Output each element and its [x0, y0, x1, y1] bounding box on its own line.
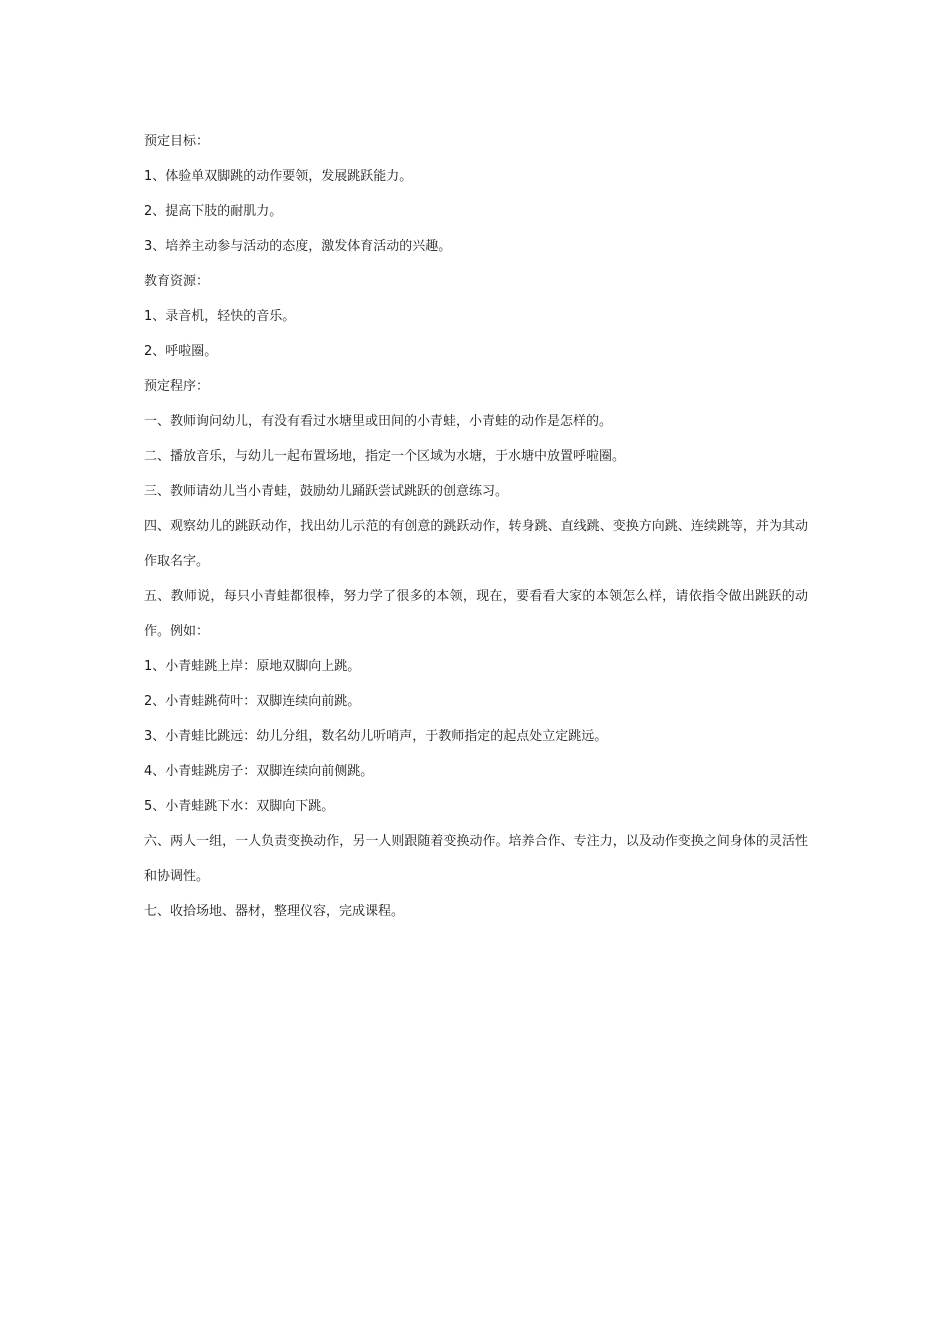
- procedure-step-6: 六、两人一组，一人负责变换动作，另一人则跟随着变换动作。培养合作、专注力，以及动作变换之间身体的灵活性和协调性。: [144, 834, 808, 884]
- example-item-2: 2、小青蛙跳荷叶：双脚连续向前跳。: [144, 694, 361, 709]
- procedure-step-5: 五、教师说，每只小青蛙都很棒，努力学了很多的本领，现在，要看看大家的本领怎么样，请依指令做出跳跃的动作。例如：: [144, 589, 808, 639]
- example-item-3: 3、小青蛙比跳远：幼儿分组，数名幼儿听哨声，于教师指定的起点处立定跳远。: [144, 729, 608, 744]
- section-heading-resources: 教育资源：: [144, 274, 210, 289]
- procedure-step-3: 三、教师请幼儿当小青蛙，鼓励幼儿踊跃尝试跳跃的创意练习。: [144, 484, 509, 499]
- resource-item-2: 2、呼啦圈。: [144, 344, 218, 359]
- section-heading-goals: 预定目标：: [144, 134, 210, 149]
- goal-item-2: 2、提高下肢的耐肌力。: [144, 204, 283, 219]
- section-heading-procedure: 预定程序：: [144, 379, 210, 394]
- procedure-step-1: 一、教师询问幼儿，有没有看过水塘里或田间的小青蛙，小青蛙的动作是怎样的。: [144, 414, 613, 429]
- goal-item-3: 3、培养主动参与活动的态度，激发体育活动的兴趣。: [144, 239, 452, 254]
- example-item-5: 5、小青蛙跳下水：双脚向下跳。: [144, 799, 335, 814]
- procedure-step-2: 二、播放音乐，与幼儿一起布置场地，指定一个区域为水塘，于水塘中放置呼啦圈。: [144, 449, 626, 464]
- procedure-step-7: 七、收拾场地、器材，整理仪容，完成课程。: [144, 904, 405, 919]
- resource-item-1: 1、录音机，轻快的音乐。: [144, 309, 296, 324]
- document-body: [144, 124, 808, 929]
- goal-item-1: 1、体验单双脚跳的动作要领，发展跳跃能力。: [144, 169, 413, 184]
- example-item-4: 4、小青蛙跳房子：双脚连续向前侧跳。: [144, 764, 374, 779]
- procedure-step-4: 四、观察幼儿的跳跃动作，找出幼儿示范的有创意的跳跃动作，转身跳、直线跳、变换方向跳、连续跳等，并为其动作取名字。: [144, 519, 808, 569]
- example-item-1: 1、小青蛙跳上岸：原地双脚向上跳。: [144, 659, 361, 674]
